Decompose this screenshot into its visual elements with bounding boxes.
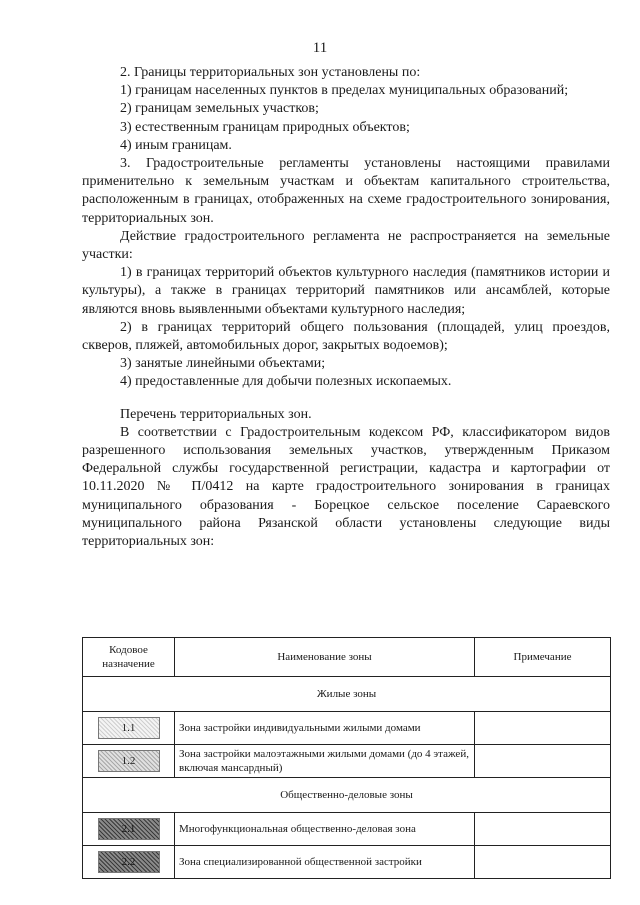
paragraph: 4) иным границам.: [120, 137, 232, 153]
code-cell: [83, 712, 175, 745]
zone-name: Многофункциональная общественно-деловая зона: [175, 813, 475, 846]
zone-code-swatch: 2.1: [98, 818, 160, 840]
zone-name: Зона специализированной общественной застройки: [175, 846, 475, 879]
zone-note: [475, 745, 611, 778]
zone-table: [82, 637, 611, 879]
section-intro: В соответствии с Градостроительным кодексом РФ, классификатором видов разрешенного использования земельных участков, утвержденным Приказом Федеральной службы государственной регистрации, кадастра и картографии от 10.11.2020 № П/0412 на карте градостроительного зонирования в границах муниципального образования - Борецкое сельское поселение Сараевского муниципального района Рязанской области установлены следующие виды территориальных зон:: [82, 424, 610, 550]
body-text: [82, 64, 610, 551]
table-row: [83, 846, 611, 879]
group-title-residential: Жилые зоны: [83, 677, 611, 712]
section-heading: Перечень территориальных зон.: [120, 406, 312, 422]
header-code: Кодовое назначение: [83, 638, 175, 677]
paragraph: 4) предоставленные для добычи полезных ископаемых.: [120, 374, 452, 390]
paragraph: Действие градостроительного регламента не распространяется на земельные участки:: [82, 228, 610, 263]
header-note: Примечание: [475, 638, 611, 677]
paragraph: 2) в границах территорий общего пользования (площадей, улиц проездов, скверов, пляжей, автомобильных дорог, закрытых водоемов);: [82, 319, 610, 354]
paragraph: 1) границам населенных пунктов в пределах муниципальных образований;: [120, 83, 569, 99]
zone-code-swatch: 2.2: [98, 851, 160, 873]
zone-note: [475, 712, 611, 745]
table-row: [83, 712, 611, 745]
table-row: [83, 745, 611, 778]
table-row: [83, 813, 611, 846]
paragraph: 3) занятые линейными объектами;: [120, 356, 326, 372]
paragraph: 3. Градостроительные регламенты установлены настоящими правилами применительно к земельным участкам и объектам капитального строительства, расположенным в границах, отображенных на схеме градостроительного зонирования, территориальных зон.: [82, 156, 610, 226]
code-cell: [83, 813, 175, 846]
zone-name: Зона застройки индивидуальными жилыми домами: [175, 712, 475, 745]
zone-name: Зона застройки малоэтажными жилыми домами (до 4 этажей, включая мансардный): [175, 745, 475, 778]
paragraph: 2) границам земельных участков;: [120, 101, 319, 117]
zone-code-swatch: 1.1: [98, 717, 160, 739]
paragraph: 3) естественным границам природных объектов;: [120, 119, 410, 135]
paragraph: 2. Границы территориальных зон установлены по:: [120, 65, 421, 80]
group-row: [83, 677, 611, 712]
table-header-row: [83, 638, 611, 677]
zone-note: [475, 846, 611, 879]
code-cell: [83, 745, 175, 778]
group-title-public-business: Общественно-деловые зоны: [83, 778, 611, 813]
page-number: 11: [312, 40, 328, 56]
zone-note: [475, 813, 611, 846]
paragraph: 1) в границах территорий объектов культурного наследия (памятников истории и культуры), а также в границах территорий памятников или ансамблей, которые являются вновь выявленными объектами культурного наследия;: [82, 265, 610, 317]
code-cell: [83, 846, 175, 879]
zone-code-swatch: 1.2: [98, 750, 160, 772]
header-name: Наименование зоны: [175, 638, 475, 677]
group-row: [83, 778, 611, 813]
